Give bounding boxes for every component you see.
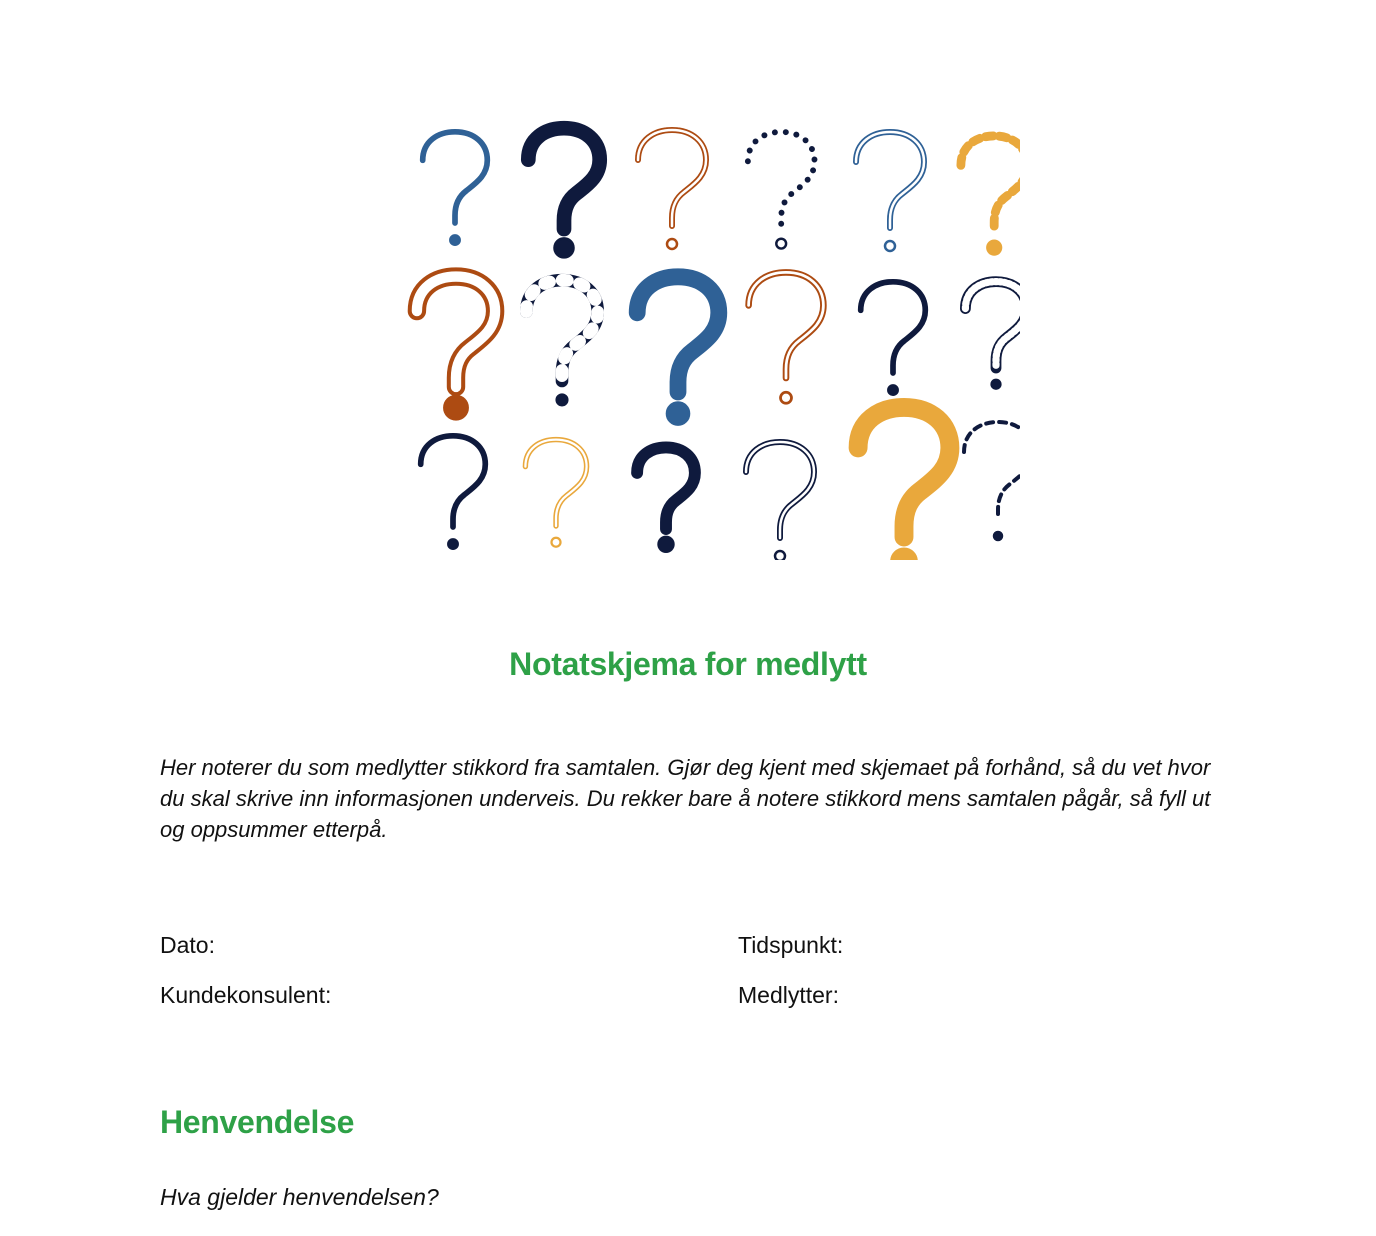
section-heading-henvendelse: Henvendelse <box>160 1104 355 1140</box>
question-mark-icon <box>638 130 706 249</box>
page-title: Notatskjema for medlytt <box>509 646 867 682</box>
question-mark-icon <box>858 407 950 560</box>
question-mark-icon <box>965 282 1020 389</box>
question-mark-icon <box>861 282 926 395</box>
section-question: Hva gjelder henvendelsen? <box>160 1184 439 1210</box>
medlytter-label: Medlytter: <box>738 982 839 1008</box>
question-mark-icon <box>856 132 924 251</box>
question-marks-illustration <box>370 110 1020 560</box>
question-mark-icon <box>748 132 815 249</box>
question-mark-icon <box>423 132 488 245</box>
intro-text: Her noterer du som medlytter stikkord fra samtalen. Gjør deg kjent med skjemaet på forhånd, så du vet hvor du skal skrive inn informasjonen underveis. Du rekker bare å notere stikkord mens samtalen pågår, så fyll ut og oppsummer etterpå. <box>160 755 1211 842</box>
question-mark-icon <box>417 277 495 420</box>
question-mark-icon <box>525 440 586 547</box>
dato-label: Dato: <box>160 932 215 958</box>
kundekonsulent-label: Kundekonsulent: <box>160 982 332 1008</box>
question-mark-icon <box>528 128 599 257</box>
question-mark-icon <box>961 136 1020 255</box>
question-mark-icon <box>526 280 597 405</box>
question-mark-icon <box>637 447 695 552</box>
question-mark-icon <box>637 277 719 425</box>
tidspunkt-label: Tidspunkt: <box>738 932 844 958</box>
question-mark-icon <box>749 272 824 403</box>
question-mark-icon <box>746 442 814 560</box>
question-mark-icon <box>421 436 486 549</box>
question-mark-icon <box>964 422 1020 540</box>
